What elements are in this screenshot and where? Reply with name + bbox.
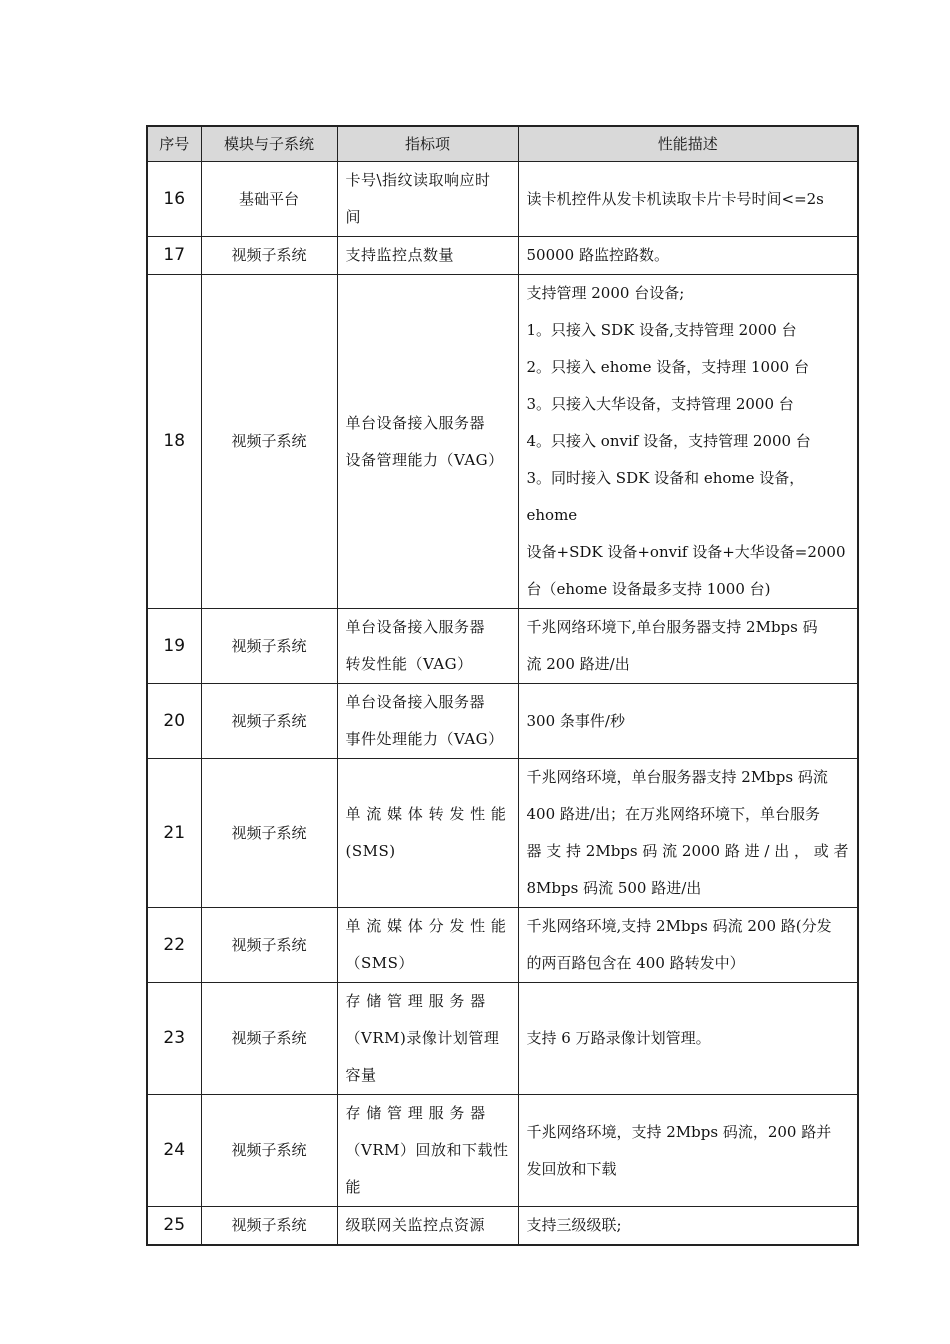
description-line: 50000 路监控路数。 [526, 246, 669, 264]
description-line: 千兆网络环境下,单台服务器支持 2Mbps 码 [526, 618, 818, 636]
header-module: 模块与子系统 [201, 126, 337, 162]
metric-line: （VRM)录像计划管理 [345, 1029, 500, 1047]
metric-line: 间 [345, 208, 362, 226]
metric-line: 级联网关监控点资源 [345, 1216, 486, 1234]
description-line: 的两百路包含在 400 路转发中） [526, 954, 745, 972]
description-line: 千兆网络环境,支持 2Mbps 码流 200 路(分发 [526, 917, 832, 935]
description-line: 支持管理 2000 台设备; [526, 284, 685, 302]
performance-spec-table [146, 125, 859, 1246]
header-item: 指标项 [337, 126, 518, 162]
description-line: 发回放和下载 [526, 1159, 617, 1178]
metric-line: （SMS） [345, 954, 414, 972]
row-metric [337, 1207, 518, 1246]
header-row [147, 126, 858, 162]
row-number: 17 [147, 237, 201, 275]
description-line: 支持三级级联; [526, 1216, 622, 1234]
description-line: 3。只接入大华设备，支持管理 2000 台 [526, 395, 794, 413]
description-line: 1。只接入 SDK 设备,支持管理 2000 台 [526, 321, 797, 339]
row-metric [337, 275, 518, 609]
header-no: 序号 [147, 126, 201, 162]
row-metric [337, 1095, 518, 1207]
row-number: 18 [147, 275, 201, 609]
description-line: 千兆网络环境，支持 2Mbps 码流，200 路并 [526, 1122, 832, 1141]
description-line: 设备+SDK 设备+onvif 设备+大华设备=2000 [526, 543, 846, 561]
row-module: 视频子系统 [201, 983, 337, 1095]
metric-line: 单台设备接入服务器 [345, 413, 486, 432]
metric-line: （VRM）回放和下载性 [345, 1141, 509, 1159]
row-module: 视频子系统 [201, 1095, 337, 1207]
row-description [518, 609, 858, 684]
metric-line: 转发性能（VAG） [345, 655, 473, 673]
description-line: 千兆网络环境，单台服务器支持 2Mbps 码流 [526, 768, 828, 786]
table-row [147, 162, 858, 237]
row-module: 视频子系统 [201, 684, 337, 759]
row-metric [337, 162, 518, 237]
table-row [147, 759, 858, 908]
metric-line: 设备管理能力（VAG） [345, 450, 504, 469]
row-description [518, 983, 858, 1095]
row-description [518, 1095, 858, 1207]
description-line: 3。同时接入 SDK 设备和 ehome 设备，ehome [526, 469, 805, 524]
metric-line: 存 储 管 理 服 务 器 [345, 1104, 486, 1122]
row-module: 视频子系统 [201, 609, 337, 684]
header-desc: 性能描述 [518, 126, 858, 162]
table-row [147, 908, 858, 983]
metric-line: 单台设备接入服务器 [345, 618, 486, 636]
row-metric [337, 759, 518, 908]
row-number: 16 [147, 162, 201, 237]
table-row [147, 237, 858, 275]
table-row [147, 609, 858, 684]
metric-line: 单 流 媒 体 转 发 性 能 [345, 805, 507, 823]
description-line: 器 支 持 2Mbps 码 流 2000 路 进 / 出 ， 或 者 [526, 842, 849, 860]
row-metric [337, 983, 518, 1095]
description-line: 8Mbps 码流 500 路进/出 [526, 879, 702, 897]
row-number: 24 [147, 1095, 201, 1207]
row-metric [337, 237, 518, 275]
metric-line: 容量 [345, 1066, 377, 1084]
table-row [147, 1095, 858, 1207]
metric-line: 单 流 媒 体 分 发 性 能 [345, 917, 507, 935]
description-line: 4。只接入 onvif 设备，支持管理 2000 台 [526, 432, 811, 450]
metric-line: 单台设备接入服务器 [345, 693, 486, 711]
table-body [147, 162, 858, 1246]
row-module: 视频子系统 [201, 275, 337, 609]
table-row [147, 275, 858, 609]
description-line: 400 路进/出；在万兆网络环境下，单台服务 [526, 805, 820, 823]
metric-line: (SMS) [345, 842, 396, 860]
row-number: 25 [147, 1207, 201, 1246]
row-metric [337, 684, 518, 759]
row-number: 20 [147, 684, 201, 759]
row-description [518, 275, 858, 609]
row-description [518, 684, 858, 759]
row-number: 21 [147, 759, 201, 908]
description-line: 支持 6 万路录像计划管理。 [526, 1029, 711, 1047]
metric-line: 支持监控点数量 [345, 246, 455, 264]
table-row [147, 684, 858, 759]
table-row [147, 1207, 858, 1246]
metric-line: 卡号\指纹读取响应时 [345, 171, 491, 189]
row-description [518, 908, 858, 983]
row-description [518, 1207, 858, 1246]
row-description [518, 237, 858, 275]
description-line: 300 条事件/秒 [526, 711, 625, 730]
row-metric [337, 609, 518, 684]
description-line: 读卡机控件从发卡机读取卡片卡号时间<=2s [526, 189, 824, 208]
row-module: 视频子系统 [201, 908, 337, 983]
table-row [147, 983, 858, 1095]
metric-line: 存 储 管 理 服 务 器 [345, 992, 486, 1010]
table-header [147, 126, 858, 162]
metric-line: 能 [345, 1178, 362, 1196]
metric-line: 事件处理能力（VAG） [345, 730, 504, 748]
row-description [518, 162, 858, 237]
row-number: 19 [147, 609, 201, 684]
row-module: 基础平台 [201, 162, 337, 237]
row-metric [337, 908, 518, 983]
description-line: 台（ehome 设备最多支持 1000 台) [526, 580, 771, 598]
row-number: 23 [147, 983, 201, 1095]
row-module: 视频子系统 [201, 759, 337, 908]
row-module: 视频子系统 [201, 237, 337, 275]
description-line: 流 200 路进/出 [526, 655, 630, 673]
description-line: 2。只接入 ehome 设备，支持理 1000 台 [526, 358, 809, 376]
row-description [518, 759, 858, 908]
row-module: 视频子系统 [201, 1207, 337, 1246]
row-number: 22 [147, 908, 201, 983]
